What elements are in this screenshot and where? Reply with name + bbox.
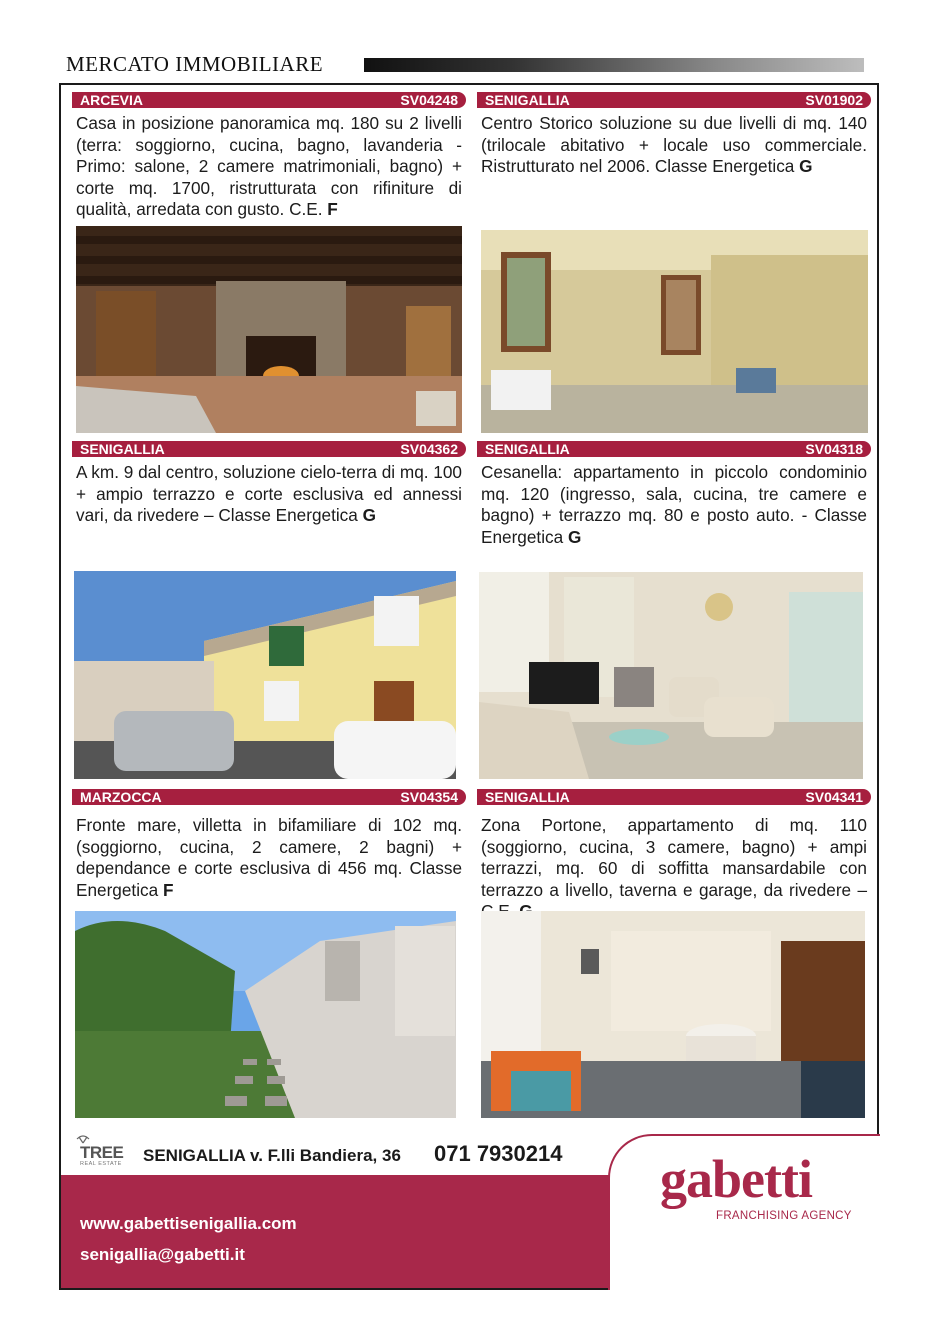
listing-tag bbox=[72, 789, 466, 805]
listing-photo-5[interactable] bbox=[75, 911, 456, 1118]
listing-description: Centro Storico soluzione su due livelli di mq. 140 (trilocale abitativo + locale uso commerciale. Ristrutturato nel 2006. Classe Energetica G bbox=[481, 113, 867, 176]
listing-code: SV04318 bbox=[805, 441, 863, 457]
listing-tag bbox=[477, 92, 871, 108]
listing-tag bbox=[72, 92, 466, 108]
listing-code: SV04354 bbox=[400, 789, 458, 805]
listing-town: SENIGALLIA bbox=[80, 441, 165, 457]
office-address: SENIGALLIA v. F.lli Bandiera, 36 bbox=[143, 1146, 401, 1165]
listing-card-5 bbox=[72, 789, 466, 901]
listing-tag bbox=[477, 789, 871, 805]
listing-description: Cesanella: appartamento in piccolo condominio mq. 120 (ingresso, sala, cucina, tre camere e bagno) + terrazzo mq. 80 e posto auto. - Classe Energetica G bbox=[481, 462, 867, 547]
listing-code: SV01902 bbox=[805, 92, 863, 108]
listing-photo-1[interactable] bbox=[76, 226, 462, 433]
listing-description: A km. 9 dal centro, soluzione cielo-terra di mq. 100 + ampio terrazzo e corte esclusiva ed annessi vari, da rivedere – Classe Energetica G bbox=[76, 462, 462, 525]
listing-code: SV04248 bbox=[400, 92, 458, 108]
listing-card-3 bbox=[72, 441, 466, 527]
listing-description: Fronte mare, villetta in bifamiliare di 102 mq. (soggiorno, cucina, 2 camere, 2 bagni) + dependance e corte esclusiva di 456 mq. Classe Energetica F bbox=[76, 815, 462, 900]
partner-logo-subtitle: REAL ESTATE bbox=[80, 1161, 122, 1167]
listing-card-2 bbox=[477, 92, 871, 178]
listing-photo-4[interactable] bbox=[479, 572, 863, 779]
listing-code: SV04362 bbox=[400, 441, 458, 457]
listing-card-6 bbox=[477, 789, 871, 923]
listing-description: Casa in posizione panoramica mq. 180 su 2 livelli (terra: soggiorno, cucina, bagno, lavanderia - Primo: salone, 2 camere matrimoniali, bagno) + corte mq. 1700, ristrutturata con rifiniture di qualità, arredata con gusto. C.E. F bbox=[76, 113, 462, 219]
listing-town: ARCEVIA bbox=[80, 92, 144, 108]
listing-town: SENIGALLIA bbox=[485, 441, 570, 457]
listing-code: SV04341 bbox=[805, 789, 863, 805]
listing-town: SENIGALLIA bbox=[485, 789, 570, 805]
listing-photo-2[interactable] bbox=[481, 230, 868, 433]
listing-description: Zona Portone, appartamento di mq. 110 (soggiorno, cucina, 3 camere, bagno) + ampi terrazzi, mq. 60 di soffitta mansardabile con terrazzo a livello, taverna e garage, da rivedere – bbox=[481, 815, 867, 923]
website-link[interactable]: www.gabettisenigallia.com bbox=[80, 1214, 297, 1233]
listing-town: MARZOCCA bbox=[80, 789, 162, 805]
header-gradient-bar bbox=[364, 58, 864, 72]
gabetti-logo: gabetti bbox=[660, 1149, 812, 1209]
listing-photo-3[interactable] bbox=[74, 571, 456, 779]
listing-card-1 bbox=[72, 92, 466, 221]
partner-logo-text: TREE bbox=[80, 1143, 124, 1162]
section-title: MERCATO IMMOBILIARE bbox=[66, 52, 324, 76]
energy-class: G bbox=[799, 156, 813, 176]
email-link[interactable]: senigallia@gabetti.it bbox=[80, 1245, 245, 1264]
listing-tag bbox=[72, 441, 466, 457]
energy-class: F bbox=[162, 879, 174, 900]
listing-card-4 bbox=[477, 441, 871, 548]
listing-photo-6[interactable] bbox=[481, 911, 865, 1118]
energy-class: F bbox=[327, 199, 338, 219]
listing-town: SENIGALLIA bbox=[485, 92, 570, 108]
office-phone[interactable]: 071 7930214 bbox=[434, 1141, 563, 1166]
energy-class: G bbox=[362, 505, 376, 525]
listing-tag bbox=[477, 441, 871, 457]
energy-class: G bbox=[567, 526, 582, 547]
gabetti-logo-subtitle: FRANCHISING AGENCY bbox=[716, 1210, 852, 1222]
